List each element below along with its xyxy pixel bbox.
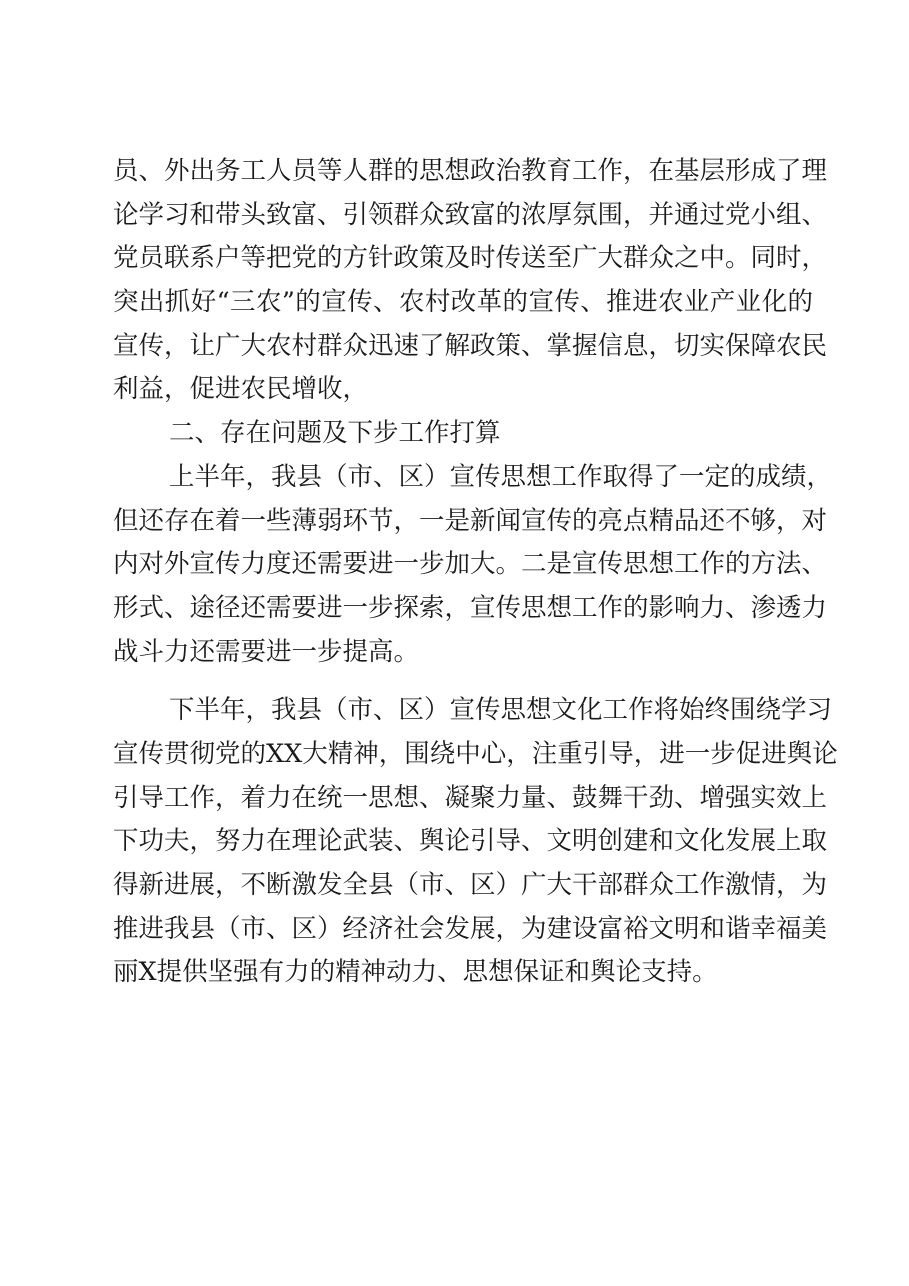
text-line: 引导工作，着力在统一思想、凝聚力量、鼓舞干劲、增强实效上	[113, 782, 828, 813]
text-line: 推进我县（市、区）经济社会发展，为建设富裕文明和谐幸福美	[113, 913, 828, 944]
text-line: 但还存在着一些薄弱环节，一是新闻宣传的亮点精品还不够，对	[113, 505, 828, 536]
text-line: 下半年，我县（市、区）宣传思想文化工作将始终围绕学习	[169, 695, 833, 726]
text-line: 丽X提供坚强有力的精神动力、思想保证和舆论支持。	[113, 957, 718, 988]
paragraph-next-half-plan	[113, 689, 838, 995]
text-line: 突出抓好“三农”的宣传、农村改革的宣传、推进农业产业化的	[113, 287, 813, 318]
text-line: 得新进展，不断激发全县（市、区）广大干部群众工作激情，为	[113, 870, 828, 900]
text-line: 党员联系户等把党的方针政策及时传送至广大群众之中。同时，	[113, 243, 828, 274]
paragraph-existing-problems	[113, 456, 833, 674]
document-body	[113, 150, 838, 995]
paragraph-propaganda-rural	[113, 150, 828, 412]
text-line: 下功夫，努力在理论武装、舆论引导、文明创建和文化发展上取	[113, 826, 828, 857]
text-line: 上半年，我县（市、区）宣传思想工作取得了一定的成绩，	[169, 461, 833, 492]
text-line: 论学习和带头致富、引领群众致富的浓厚氛围，并通过党小组、	[113, 199, 828, 230]
text-line: 形式、途径还需要进一步探索，宣传思想工作的影响力、渗透力	[113, 592, 828, 623]
paragraph-gap	[113, 674, 813, 689]
text-line: 宣传贯彻党的XX大精神，围绕中心，注重引导，进一步促进舆论	[113, 738, 838, 769]
text-line: 员、外出务工人员等人群的思想政治教育工作，在基层形成了理	[113, 156, 828, 186]
text-line: 内对外宣传力度还需要进一步加大。二是宣传思想工作的方法、	[113, 549, 828, 580]
heading-text: 二、存在问题及下步工作打算	[169, 418, 501, 449]
text-line: 战斗力还需要进一步提高。	[113, 636, 420, 667]
text-line: 利益，促进农民增收，	[113, 374, 369, 405]
text-line: 宣传，让广大农村群众迅速了解政策、掌握信息，切实保障农民	[113, 330, 828, 361]
section-heading	[113, 412, 813, 456]
